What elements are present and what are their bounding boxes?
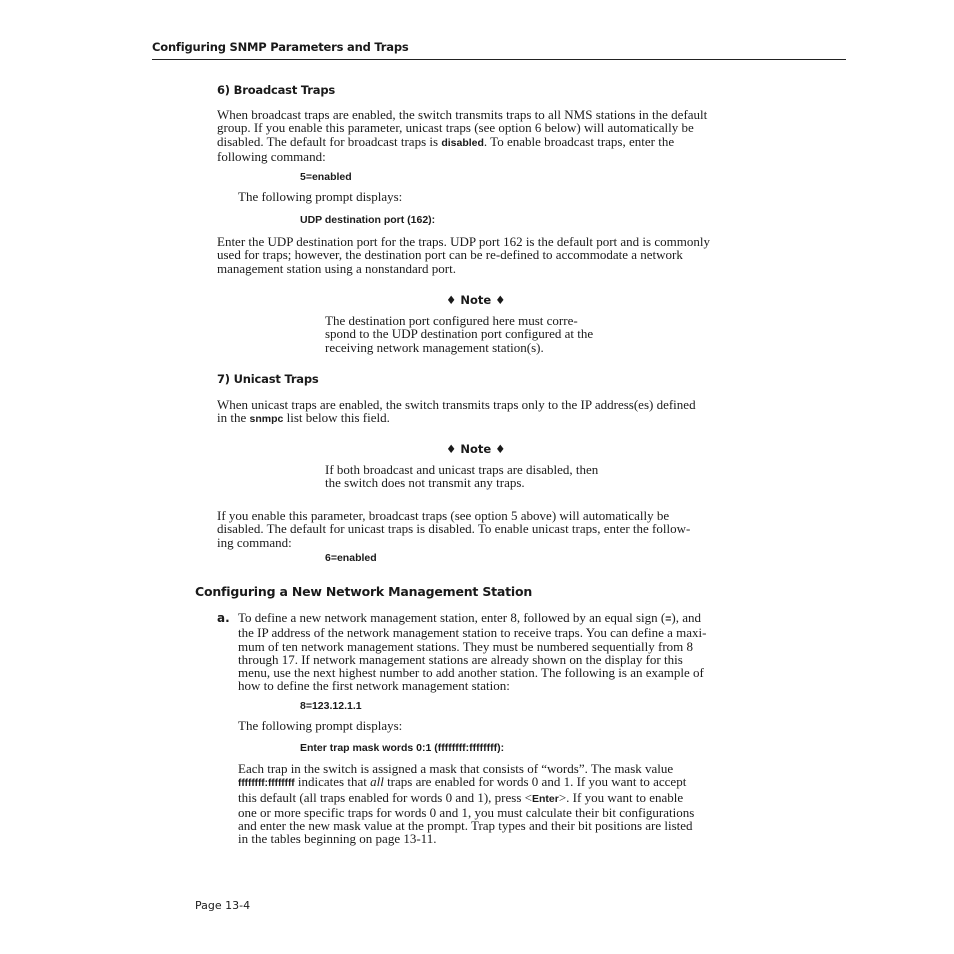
note-title: ♦ Note ♦ — [446, 293, 506, 307]
enter-key-code: Enter — [531, 792, 559, 805]
text-line: the IP address of the network management station to receive traps. You can define a maxi- — [238, 625, 707, 641]
trap-mask-paragraph — [238, 762, 778, 846]
unicast-note-body — [325, 463, 645, 490]
text-span: traps are enabled for words 0 and 1. If you want to accept — [383, 774, 687, 790]
text-line: If you enable this parameter, broadcast traps (see option 5 above) will automatically be — [217, 508, 670, 523]
text-line: If both broadcast and unicast traps are disabled, then — [325, 462, 599, 477]
text-span: ), and — [671, 610, 701, 625]
text-line: how to define the first network management station: — [238, 678, 510, 694]
default-value-code: disabled — [441, 136, 484, 149]
text-span: disabled. The default for broadcast traps is — [217, 133, 442, 149]
text-line: through 17. If network management stations are already shown on the display for this — [238, 651, 683, 667]
text-line: menu, use the next highest number to add another station. The following is an example of — [238, 665, 704, 681]
text-span: in the — [217, 410, 250, 426]
text-line: used for traps; however, the destination port can be re-defined to accommodate a network — [217, 247, 683, 263]
equal-sign-code: = — [665, 613, 672, 625]
text-line — [217, 135, 777, 150]
text-line: ing command: — [217, 534, 292, 550]
step-a-paragraph — [238, 611, 778, 693]
unicast-command: 6=enabled — [325, 552, 377, 564]
station-prompt-intro: The following prompt displays: — [238, 718, 403, 733]
text-line — [238, 791, 778, 806]
text-span: To define a new network management station, enter 8, followed by an equal sign ( — [238, 610, 666, 625]
broadcast-prompt: UDP destination port (162): — [300, 214, 436, 226]
step-marker: a. — [217, 611, 230, 625]
broadcast-paragraph-1 — [217, 108, 777, 163]
text-line: disabled. The default for unicast traps is disabled. To enable unicast traps, enter the follow- — [217, 521, 691, 537]
broadcast-command: 5=enabled — [300, 171, 352, 183]
emphasis: all — [370, 774, 384, 790]
text-span: indicates that — [294, 774, 371, 790]
unicast-traps-heading: 7) Unicast Traps — [217, 372, 319, 386]
text-line — [217, 411, 777, 426]
text-line: Enter the UDP destination port for the traps. UDP port 162 is the default port and is commonly — [217, 234, 710, 249]
text-line: When broadcast traps are enabled, the switch transmits traps to all NMS stations in the default — [217, 107, 708, 122]
text-span: >. If you want to enable — [558, 789, 684, 805]
snmpc-code: snmpc — [249, 413, 284, 426]
unicast-paragraph-1 — [217, 398, 777, 427]
text-line: When unicast traps are enabled, the switch transmits traps only to the IP address(es) defined — [217, 397, 696, 412]
new-station-heading: Configuring a New Network Management Station — [195, 584, 533, 599]
broadcast-prompt-intro: The following prompt displays: — [238, 189, 403, 204]
header-rule — [152, 59, 846, 60]
text-line: one or more specific traps for words 0 and 1, you must calculate their bit configurations — [238, 804, 695, 820]
text-line: Each trap in the switch is assigned a mask that consists of “words”. The mask value — [238, 761, 674, 776]
broadcast-paragraph-2 — [217, 235, 777, 275]
text-span: list below this field. — [283, 410, 390, 426]
text-line — [238, 611, 778, 626]
text-line: receiving network management station(s). — [325, 339, 544, 355]
station-command: 8=123.12.1.1 — [300, 700, 362, 712]
text-span: this default (all traps enabled for words 0 and 1), press < — [238, 789, 532, 805]
text-line: the switch does not transmit any traps. — [325, 475, 525, 491]
page-number: Page 13-4 — [195, 899, 251, 912]
text-line: following command: — [217, 148, 326, 164]
text-line — [238, 775, 778, 790]
text-line: group. If you enable this parameter, unicast traps (see option 6 below) will automatically be — [217, 120, 694, 136]
text-line: and enter the new mask value at the prompt. Trap types and their bit positions are listed — [238, 818, 693, 834]
text-line: in the tables beginning on page 13-11. — [238, 831, 437, 847]
running-header: Configuring SNMP Parameters and Traps — [152, 40, 409, 54]
text-line: The destination port configured here must corre- — [325, 313, 578, 328]
mask-value-code: ffffffff:ffffffff — [238, 778, 295, 790]
trap-mask-prompt: Enter trap mask words 0:1 (ffffffff:ffffffff): — [300, 742, 505, 754]
note-title: ♦ Note ♦ — [446, 442, 506, 456]
text-span: . To enable broadcast traps, enter the — [483, 133, 675, 149]
text-line: management station using a nonstandard port. — [217, 260, 457, 276]
unicast-paragraph-2 — [217, 509, 777, 549]
broadcast-traps-heading: 6) Broadcast Traps — [217, 83, 336, 97]
text-line: spond to the UDP destination port configured at the — [325, 326, 594, 342]
text-line: mum of ten network management stations. They must be numbered sequentially from 8 — [238, 638, 694, 654]
broadcast-note-body — [325, 314, 645, 354]
